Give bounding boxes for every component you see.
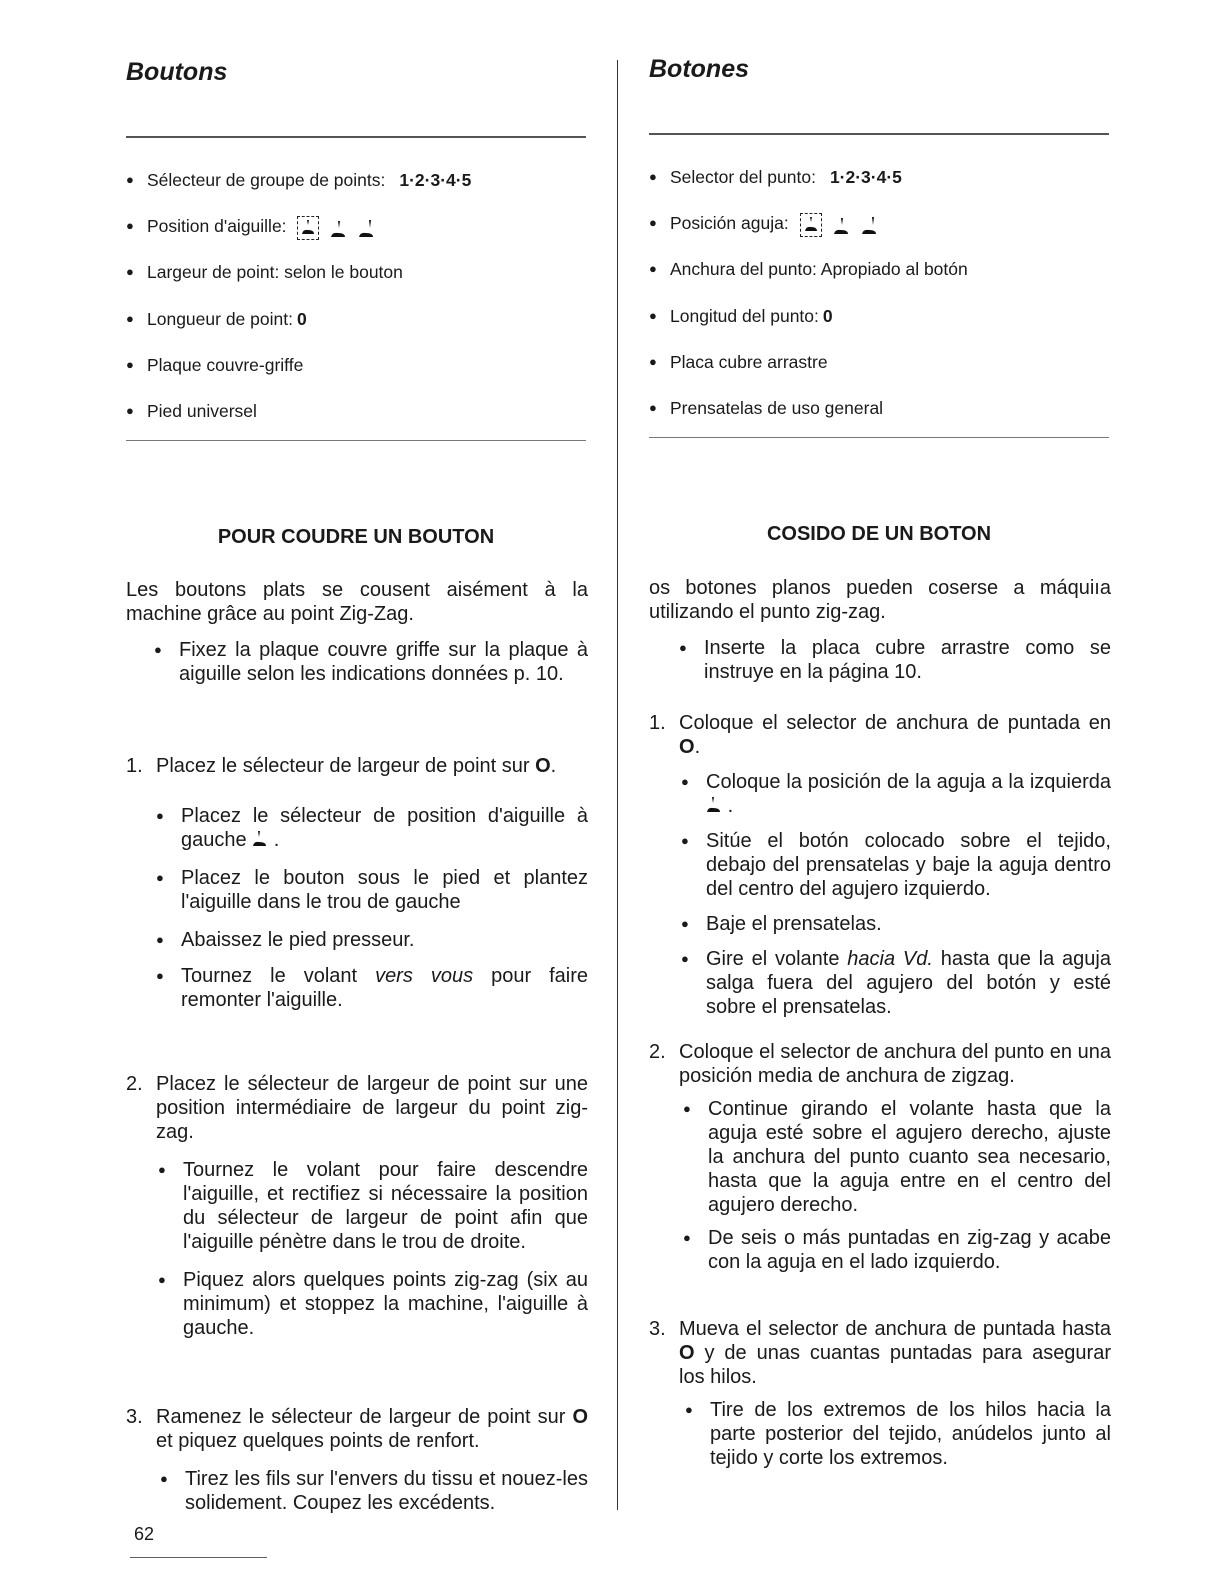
step-text: 2. Placez le sélecteur de largeur de point sur une position intermédiaire de largeur du point zig-zag. <box>126 1073 588 1143</box>
step-text: 3. Mueva el selector de anchura de puntada hasta O y de unas cuantas puntadas para asegurar los hilos. <box>649 1318 1112 1388</box>
needle-position-icons <box>297 216 375 240</box>
setting-presser-foot: ● Prensatelas de uso general <box>649 394 1109 440</box>
settings-rule-bottom <box>649 437 1109 438</box>
settings-rule-top <box>649 133 1109 135</box>
step-bullet: ● Placez le bouton sous le pied et plantez l'aiguille dans le trou de gauche <box>156 866 588 914</box>
page-number: 62 <box>134 1524 155 1544</box>
setting-value: 0 <box>822 305 833 326</box>
step-bullet: ● Placez le sélecteur de position d'aiguille à gauche . <box>156 804 588 852</box>
setting-cover-plate: ● Placa cubre arrastre <box>649 348 1109 394</box>
step-bullet: ● Gire el volante hacia Vd. hasta que la aguja salga fuera del agujero del botón y esté sobre el prensatelas. <box>681 947 1111 1019</box>
page-heading-es: Botones <box>649 55 749 83</box>
step-3-fr <box>126 1405 588 1515</box>
column-divider <box>617 60 618 1510</box>
step-bullet: ● Tournez le volant pour faire descendre l'aiguille, et rectifiez si nécessaire la position du sélecteur de largeur de point afin que l'aiguille pénètre dans le trou de droite. <box>158 1158 588 1254</box>
step-bullet: ● Tirez les fils sur l'envers du tissu et nouez-les solidement. Coupez les excédents. <box>160 1467 588 1515</box>
setting-stitch-width: ● Anchura del punto: Apropiado al botón <box>649 255 1109 301</box>
setting-stitch-length: ● Longitud del punto: 0 <box>649 302 1109 348</box>
settings-rule-bottom <box>126 440 586 441</box>
step-1-es <box>649 711 1111 1019</box>
intro-bullet: ● Inserte la placa cubre arrastre como se instruye en la página 10. <box>679 636 1111 684</box>
step-bullet: ● Baje el prensatelas. <box>681 912 1111 936</box>
setting-presser-foot: ● Pied universel <box>126 397 586 443</box>
step-bullet: ● Coloque la posición de la aguja a la izquierda . <box>681 770 1111 818</box>
needle-left-icon <box>252 830 268 848</box>
setting-stitch-selector: ● Selector del punto: 1·2·3·4·5 <box>649 163 1109 209</box>
step-3-es <box>649 1317 1111 1470</box>
step-bullet: ● Tournez le volant vers vous pour faire remonter l'aiguille. <box>156 964 588 1012</box>
needle-left-framed-icon <box>297 216 319 240</box>
setting-value: 0 <box>296 308 307 329</box>
settings-rule-top <box>126 136 586 138</box>
step-bullet: ● De seis o más puntadas en zig-zag y acabe con la aguja en el lado izquierdo. <box>683 1226 1111 1274</box>
instructions-es <box>649 576 1111 684</box>
step-bullet: ● Tire de los extremos de los hilos hacia la parte posterior del tejido, anúdelos junto al tejido y corte los extremos. <box>685 1398 1111 1470</box>
settings-list-fr <box>126 166 586 443</box>
setting-needle-position: ● Position d'aiguille: <box>126 212 586 258</box>
intro-bullet: ● Fixez la plaque couvre griffe sur la plaque à aiguille selon les indications données p. 10. <box>154 638 588 686</box>
intro-paragraph: Les boutons plats se cousent aisément à la machine grâce au point Zig-Zag. <box>126 579 588 625</box>
setting-value: 1·2·3·4·5 <box>829 167 902 187</box>
intro-paragraph: os botones planos pueden coserse a máquiıa utilizando el punto zig-zag. <box>649 577 1111 623</box>
step-bullet: ● Sitúe el botón colocado sobre el tejido, debajo del prensatelas y baje la aguja dentro del centro del agujero izquierdo. <box>681 829 1111 901</box>
setting-value: 1·2·3·4·5 <box>399 170 472 190</box>
needle-left-framed-icon <box>800 213 822 237</box>
step-2-fr <box>126 1072 588 1340</box>
needle-right-icon <box>357 218 375 240</box>
section-title-fr: POUR COUDRE UN BOUTON <box>217 526 495 548</box>
needle-left-icon <box>706 796 722 814</box>
needle-right-icon <box>860 215 878 237</box>
setting-stitch-width: ● Largeur de point: selon le bouton <box>126 258 586 304</box>
section-title-es: COSIDO DE UN BOTON <box>766 523 992 545</box>
step-text: 3. Ramenez le sélecteur de largeur de point sur O et piquez quelques points de renfort. <box>126 1406 588 1452</box>
step-bullet: ● Continue girando el volante hasta que la aguja esté sobre el agujero derecho, ajuste la anchura del punto cuanto sea necesario, hasta que la aguja entre en el centro del agujero derecho. <box>683 1097 1111 1217</box>
step-text: 2. Coloque el selector de anchura del punto en una posición media de anchura de zigzag. <box>649 1041 1111 1087</box>
settings-list-es <box>649 163 1109 440</box>
needle-center-icon <box>329 218 347 240</box>
step-2-es <box>649 1040 1111 1274</box>
setting-stitch-length: ● Longueur de point: 0 <box>126 305 586 351</box>
page-heading-fr: Boutons <box>126 58 228 86</box>
step-text: 1. Coloque el selector de anchura de puntada en O. <box>649 712 1111 758</box>
setting-needle-position: ● Posición aguja: <box>649 209 1109 255</box>
footer-line <box>130 1557 267 1558</box>
needle-position-icons <box>800 213 878 237</box>
needle-center-icon <box>832 215 850 237</box>
step-bullet: ● Abaissez le pied presseur. <box>156 928 588 952</box>
step-text: 1. Placez le sélecteur de largeur de point sur O. <box>126 755 557 777</box>
step-bullet: ● Piquez alors quelques points zig-zag (six au minimum) et stoppez la machine, l'aiguille à gauche. <box>158 1268 588 1340</box>
setting-stitch-group: ● Sélecteur de groupe de points: 1·2·3·4·5 <box>126 166 586 212</box>
setting-cover-plate: ● Plaque couvre-griffe <box>126 351 586 397</box>
step-1-fr <box>126 754 588 1012</box>
instructions-fr <box>126 578 588 686</box>
